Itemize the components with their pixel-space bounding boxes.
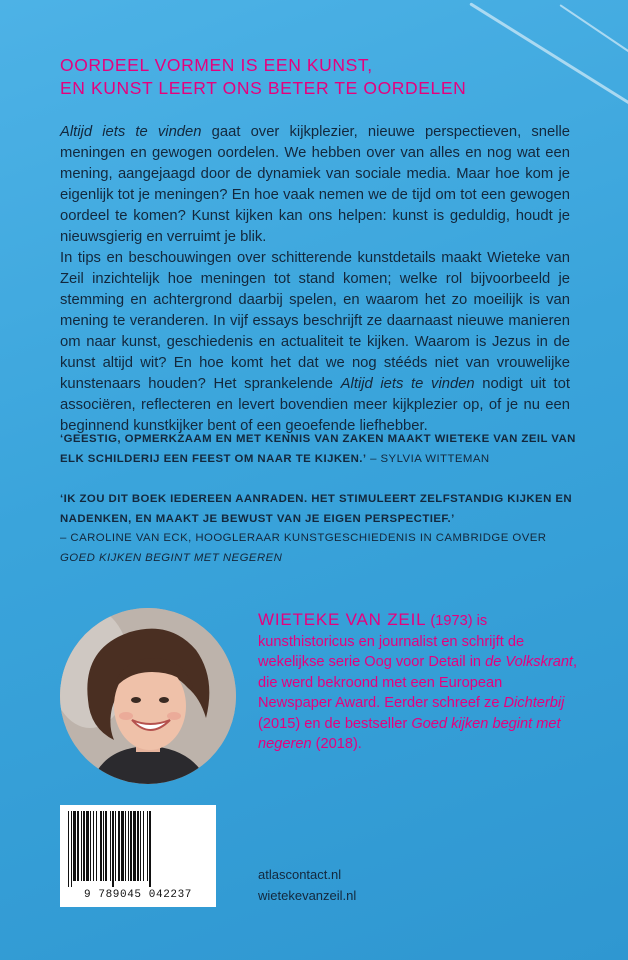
quote-attribution: – SYLVIA WITTEMAN bbox=[366, 452, 490, 465]
author-name: WIETEKE VAN ZEIL bbox=[258, 610, 427, 629]
blurb-text: nodigt uit tot associëren, reflecteren en levert bovendien meer kijkplezier op, of je nu een beginnend kunstkijker bent of een geoefende liefhebber. bbox=[60, 376, 570, 434]
author-photo bbox=[60, 608, 236, 784]
book-title: Altijd iets te vinden bbox=[60, 124, 202, 140]
isbn-number: 9 789045 042237 bbox=[83, 889, 193, 901]
blurb-text: In tips en beschouwingen over schitterende kunstdetails maakt Wieteke van Zeil inzichtelijk hoe meningen tot stand komen; welke rol bijvoorbeeld je stemming en achtergrond daarbij spelen, en waarom het zo moeilijk is van mening te veranderen. In vijf essays beschrijft ze daarnaast nieuwe manieren om naar kunst, geschiedenis en actualiteit te kijken. Waarom is Jezus in de kunst altijd wit? En hoe komt het dat we nog stééds niet van vrouwelijke kunstenaars houden? Het sprankelende bbox=[60, 250, 570, 392]
review-quote-1 bbox=[60, 430, 580, 469]
quote-attribution: – CAROLINE VAN ECK, HOOGLERAAR KUNSTGESCHIEDENIS IN CAMBRIDGE OVER bbox=[60, 532, 547, 544]
blurb-paragraph-2 bbox=[60, 248, 570, 437]
barcode-icon bbox=[66, 811, 210, 887]
book-title: Altijd iets te vinden bbox=[340, 376, 475, 392]
blurb bbox=[60, 122, 570, 437]
headline bbox=[60, 54, 580, 100]
quote-text: ‘GEESTIG, OPMERKZAAM EN MET KENNIS VAN ZAKEN MAAKT WIETEKE VAN ZEIL VAN ELK SCHILDERIJ EEN FEEST OM NAAR TE KIJKEN.’ bbox=[60, 433, 576, 465]
isbn-barcode bbox=[60, 805, 216, 907]
blurb-paragraph-1 bbox=[60, 122, 570, 248]
author-website[interactable]: wietekevanzeil.nl bbox=[258, 888, 357, 903]
bio-text: (2018). bbox=[311, 736, 362, 752]
publisher-website[interactable]: atlascontact.nl bbox=[258, 867, 342, 882]
blurb-text: gaat over kijkplezier, nieuwe perspectieven, snelle meningen en gewogen oordelen. We hebben over van alles en nog wat een mening, aangejaagd door de dynamiek van sociale media. Maar hoe kom je eigenlijk tot je meningen? En hoe vaak nemen we de tijd om tot een gewogen oordeel te komen? Kunst kijken kan ons helpen: kunst is geduldig, houdt je nieuwsgierig en verruimt je blik. bbox=[60, 124, 570, 245]
book-title: Goed kijken begint met negeren bbox=[258, 715, 561, 752]
website-links bbox=[258, 864, 356, 906]
headline-line-2: EN KUNST LEERT ONS BETER TE OORDELEN bbox=[60, 78, 467, 98]
bio-text: (2015) en de bestseller bbox=[258, 715, 412, 732]
bio-text: (1973) is kunsthistoricus en journalist en schrijft de wekelijkse serie Oog voor Detail in bbox=[258, 613, 525, 670]
quoted-book-title: GOED KIJKEN BEGINT MET NEGEREN bbox=[60, 551, 283, 564]
author-bio bbox=[258, 610, 578, 755]
author-portrait-image bbox=[60, 608, 236, 784]
headline-line-1: OORDEEL VORMEN IS EEN KUNST, bbox=[60, 55, 373, 75]
bio-text: , die werd bekroond met een European Newspaper Award. Eerder schreef ze bbox=[258, 654, 578, 711]
book-title: Dichterbij bbox=[503, 695, 565, 711]
quote-text: ‘IK ZOU DIT BOEK IEDEREEN AANRADEN. HET STIMULEERT ZELFSTANDIG KIJKEN EN NADENKEN, EN MAAKT JE BEWUST VAN JE EIGEN PERSPECTIEF.’ bbox=[60, 493, 573, 525]
newspaper-title: de Volkskrant bbox=[485, 654, 573, 670]
review-quote-2 bbox=[60, 490, 580, 568]
